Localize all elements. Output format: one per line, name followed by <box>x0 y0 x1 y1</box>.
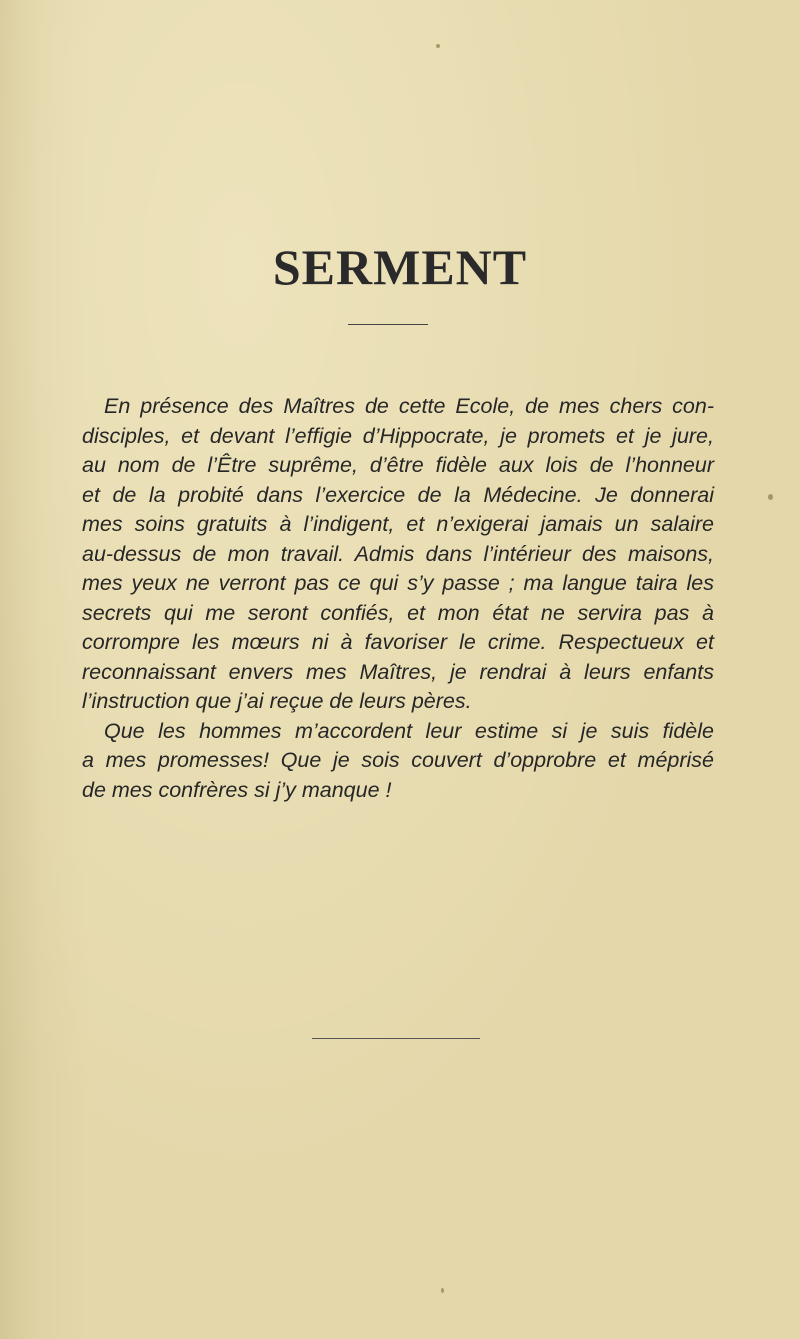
text-line: l’instruction que j’ai reçue de leurs pères. <box>82 689 472 713</box>
text-line: Que les hommes m’accordent leur estime si je suis fidèle <box>104 718 714 743</box>
text-line: au-dessus de mon travail. Admis dans l’intérieur des maisons, <box>82 541 714 566</box>
text-line: secrets qui me seront confiés, et mon état ne servira pas à <box>82 600 714 625</box>
page-title: SERMENT <box>272 239 528 295</box>
paper-speck <box>441 1288 444 1293</box>
text-line: corrompre les mœurs ni à favoriser le crime. Respectueux et <box>82 630 714 654</box>
paper-speck <box>436 44 440 48</box>
text-line: et de la probité dans l’exercice de la Médecine. Je donnerai <box>82 482 714 507</box>
oath-text <box>82 392 714 805</box>
text-line: En présence des Maîtres de cette Ecole, de mes chers con- <box>104 394 714 418</box>
text-line: mes yeux ne verront pas ce qui s’y passe ; ma langue taira les <box>82 571 714 595</box>
title-divider <box>348 324 428 325</box>
text-line: de mes confrères si j’y manque ! <box>82 777 392 802</box>
text-line: mes soins gratuits à l’indigent, et n’exigerai jamais un salaire <box>82 512 714 536</box>
paper-speck <box>768 494 773 500</box>
text-line: reconnaissant envers mes Maîtres, je rendrai à leurs enfants <box>82 659 714 684</box>
bottom-divider <box>312 1038 480 1039</box>
text-line: au nom de l’Être suprême, d’être fidèle aux lois de l’honneur <box>82 453 714 477</box>
text-line: disciples, et devant l’effigie d’Hippocrate, je promets et je jure, <box>82 423 714 448</box>
text-line: a mes promesses! Que je sois couvert d’opprobre et méprisé <box>82 748 714 772</box>
